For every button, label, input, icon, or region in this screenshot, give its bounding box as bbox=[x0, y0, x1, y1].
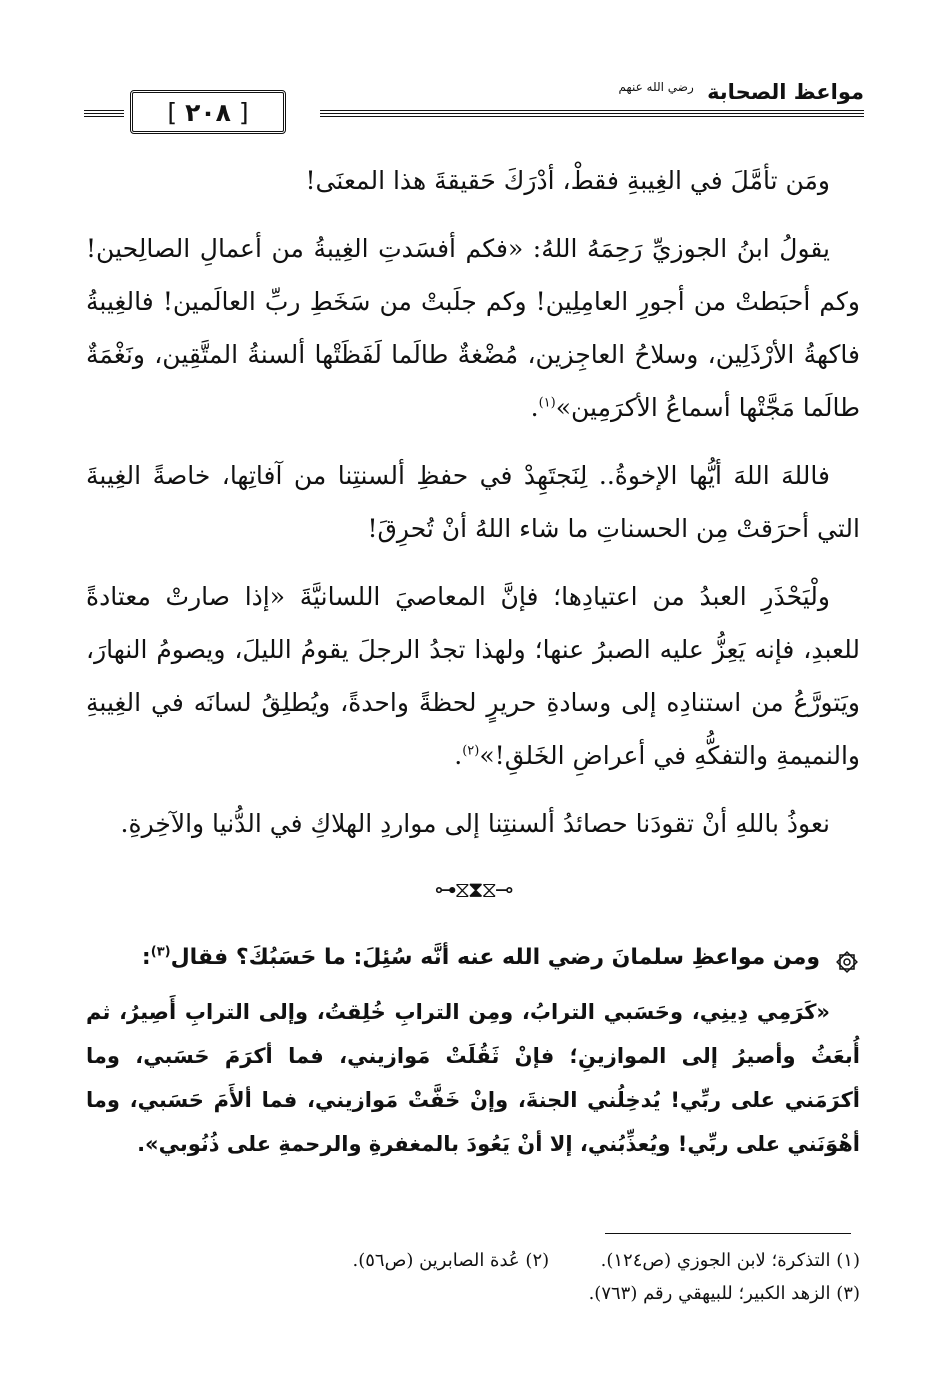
header-rule bbox=[320, 116, 864, 117]
book-title-text: مواعظ الصحابة bbox=[707, 80, 864, 104]
footnote-text: الزهد الكبير؛ للبيهقي رقم (٧٦٣). bbox=[588, 1283, 831, 1304]
main-text bbox=[86, 154, 860, 1181]
section-heading-text: ومن مواعظِ سلمانَ رضي الله عنه أنَّه سُئِلَ: ما حَسَبُكَ؟ فقال bbox=[170, 945, 820, 970]
paragraph-text: فاللهَ اللهَ أيُّها الإخوةُ.. لِنَجتَهِدْ في حفظِ ألسنتِنا من آفاتِها، خاصةً الغِيبةَ التي أحرَقتْ مِن الحسناتِ ما شاء اللهُ أنْ تُحرِقَ! bbox=[86, 461, 860, 543]
footnotes bbox=[86, 1244, 860, 1310]
footnote-text: عُدة الصابرين (ص٥٦). bbox=[352, 1250, 520, 1271]
paragraph-text: يقولُ ابنُ الجوزيِّ رَحِمَهُ اللهُ: «فكم أفسَدتِ الغِيبةُ من أعمالِ الصالِحين! وكم أحبَطتْ من أجورِ العامِلِين! وكم جلَبتْ من سَخَطِ ربِّ العالَمين! فالغِيبةُ فاكهةُ الأرْذَلِين، وسلاحُ العاجِزين، مُضْغةٌ طالَما لَفَظَتْها ألسنةُ المتَّقِين، ونَغْمَةٌ طالَما مَجَّتْها أسماعُ الأكرَمِين» bbox=[86, 234, 860, 422]
paragraph-3 bbox=[86, 449, 860, 555]
footnote-ref-number: ٢ bbox=[467, 743, 475, 759]
footnote-line bbox=[86, 1277, 860, 1310]
paragraph-text: ومَن تأمَّلَ في الغِيبةِ فقطْ، أدْرَكَ حَقيقةَ هذا المعنَى! bbox=[305, 166, 830, 195]
footnote-1 bbox=[601, 1250, 860, 1271]
footnote-ref[interactable]: (١) bbox=[538, 395, 556, 411]
section-heading: ومن مواعظِ سلمانَ رضي الله عنه أنَّه سُئِلَ: ما حَسَبُكَ؟ فقال$^{(٣)}$: bbox=[86, 934, 860, 982]
quote-text: «كَرَمِي دِينِي، وحَسَبي الترابُ، ومِن الترابِ خُلِقتُ، وإلى الترابِ أَصِيرُ، ثم أُبعَثُ وأصيرُ إلى الموازينِ؛ فإنْ ثَقُلَتْ مَوازيني، فما أكرَمَ حَسَبي، وما أكرَمَني على ربِّي! يُدخِلُني الجنةَ، وإنْ خَفَّتْ مَوازيني، فما ألأَمَ حَسَبي، وما أهْوَنَني على ربِّي! ويُعذِّبُني، إلا أنْ يَعُودَ بالمغفرةِ والرحمةِ على ذُنُوبي». bbox=[86, 1000, 860, 1156]
header-rule bbox=[320, 110, 864, 111]
footnote-separator bbox=[605, 1233, 851, 1234]
paragraph-2: يقولُ ابنُ الجوزيِّ رَحِمَهُ اللهُ: «فكم أفسَدتِ الغِيبةُ من أعمالِ الصالِحين! وكم أحبَطتْ من أجورِ العامِلِين! وكم جلَبتْ من سَخَطِ ربِّ العالَمين! فالغِيبةُ فاكهةُ الأرْذَلِين، وسلاحُ العاجِزين، مُضْغةٌ طالَما لَفَظَتْها ألسنةُ المتَّقِين، ونَغْمَةٌ طالَما مَجَّتْها أسماعُ الأكرَمِين»$^{(١)}$. bbox=[86, 234, 860, 422]
footnote-ref-number: ٣ bbox=[156, 944, 165, 960]
paragraph-5 bbox=[86, 797, 860, 850]
footnote-3 bbox=[589, 1283, 860, 1304]
paragraph-4: ولْيَحْذَرِ العبدُ من اعتيادِها؛ فإنَّ المعاصيَ اللسانيَّةَ «إذا صارتْ معتادةً للعبدِ، فإنه يَعِزُّ عليه الصبرُ عنها؛ ولهذا تجدُ الرجلَ يقومُ الليلَ، ويصومُ النهارَ، ويَتورَّعُ من استنادِه إلى وسادةِ حريرٍ لحظةً واحدةً، ويُطلِقُ لسانَه في الغِيبةِ والنميمةِ والتفكُّهِ في أعراضِ الخَلقِ!»$^{(٢)}$. bbox=[86, 582, 860, 770]
section-quote bbox=[86, 990, 860, 1166]
page-number-box bbox=[130, 90, 286, 134]
footnote-text: التذكرة؛ لابن الجوزي (ص١٢٤). bbox=[600, 1250, 831, 1271]
running-header bbox=[84, 76, 864, 146]
footnote-ref[interactable]: (٢) bbox=[462, 743, 480, 759]
header-rule bbox=[84, 110, 124, 111]
header-rule bbox=[320, 113, 864, 114]
honorific-text: رضي الله عنهم bbox=[618, 80, 694, 94]
footnote-line bbox=[86, 1244, 860, 1277]
header-rule bbox=[84, 113, 124, 114]
divider-glyphs: ⊸⧖⧗⧖⊷ bbox=[434, 878, 512, 903]
footnote-ref[interactable]: (٣) bbox=[150, 944, 171, 960]
paragraph-text: نعوذُ باللهِ أنْ تقودَنا حصائدُ ألسنتِنا إلى مواردِ الهلاكِ في الدُّنيا والآخِرةِ. bbox=[120, 809, 830, 838]
page-number: [ ٢٠٨ ] bbox=[159, 98, 256, 127]
footnote-2 bbox=[353, 1250, 550, 1271]
flower-ornament-icon bbox=[834, 945, 860, 971]
footnote-number: ( ٣ ) bbox=[836, 1283, 860, 1304]
book-title bbox=[618, 80, 864, 104]
ornament-divider-icon bbox=[86, 876, 860, 906]
paragraph-text: ولْيَحْذَرِ العبدُ من اعتيادِها؛ فإنَّ المعاصيَ اللسانيَّةَ «إذا صارتْ معتادةً للعبدِ، فإنه يَعِزُّ عليه الصبرُ عنها؛ ولهذا تجدُ الرجلَ يقومُ الليلَ، ويصومُ النهارَ، ويَتورَّعُ من استنادِه إلى وسادةِ حريرٍ لحظةً واحدةً، ويُطلِقُ لسانَه في الغِيبةِ والنميمةِ والتفكُّهِ في أعراضِ الخَلقِ!» bbox=[86, 582, 860, 770]
footnote-ref-number: ١ bbox=[543, 395, 551, 411]
header-rule bbox=[84, 116, 124, 117]
footnote-number: ( ١ ) bbox=[836, 1250, 860, 1271]
footnote-number: ( ٢ ) bbox=[525, 1250, 549, 1271]
paragraph-1 bbox=[86, 154, 860, 207]
